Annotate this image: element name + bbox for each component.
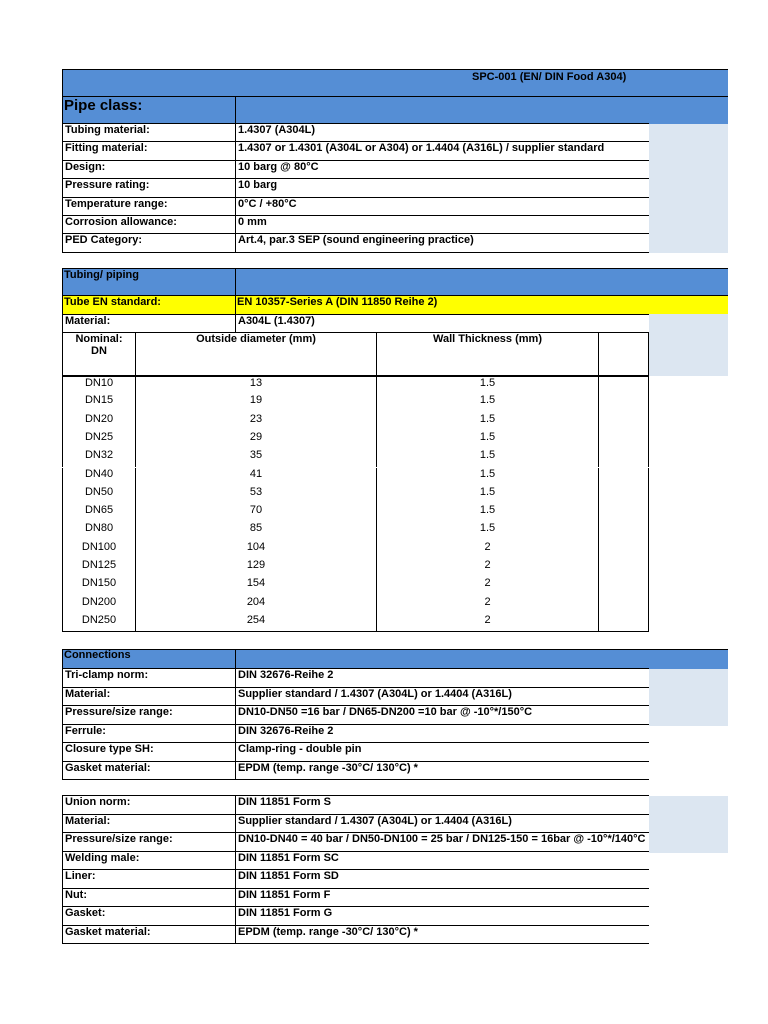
table-row: [62, 394, 649, 412]
wall-cell: 1.5: [377, 486, 599, 504]
pipe-class-title-left-border: [62, 69, 63, 124]
pipe-class-title-divider: [235, 96, 236, 124]
union-value: DIN 11851 Form SC: [238, 851, 339, 864]
wall-cell: 1.5: [377, 449, 599, 467]
od-cell: 129: [136, 559, 377, 577]
od-cell: 41: [136, 468, 377, 486]
union-value: DIN 11851 Form F: [238, 888, 331, 901]
pipe-class-title-row: [62, 96, 728, 124]
union-row: [62, 889, 649, 908]
wall-cell: 1.5: [377, 377, 599, 394]
connection-row: [62, 688, 649, 707]
pipe-class-bg-strip: [649, 124, 728, 253]
pipe-class-value: 0 mm: [238, 216, 267, 228]
dn-cell: DN65: [63, 504, 136, 522]
pipe-class-row: [62, 198, 649, 216]
connection-label: Closure type SH:: [63, 743, 236, 761]
table-row: [62, 486, 649, 504]
union-value: Supplier standard / 1.4307 (A304L) or 1.4404 (A316L): [238, 814, 512, 827]
pipe-class-value: 0°C / +80°C: [238, 197, 297, 210]
connection-label: Gasket material:: [63, 762, 236, 780]
union-row: [62, 926, 649, 945]
table-row: [62, 522, 649, 540]
tubing-header-bar: [62, 268, 728, 295]
dn-cell: DN150: [63, 577, 136, 595]
pipe-class-row: [62, 124, 649, 142]
wall-cell: 2: [377, 577, 599, 595]
pipe-class-value: 10 barg @ 80°C: [238, 160, 319, 173]
connection-value: DIN 32676-Reihe 2: [238, 669, 334, 681]
union-label: Gasket material:: [63, 926, 236, 944]
connections-header-bar: [62, 649, 728, 669]
wall-cell: 2: [377, 541, 599, 559]
union-value: EPDM (temp. range -30°C/ 130°C) *: [238, 925, 418, 938]
page-title: Pipe class:: [64, 97, 143, 114]
table-row: [62, 413, 649, 431]
connection-label: Material:: [63, 688, 236, 706]
dn-cell: DN80: [63, 522, 136, 540]
wall-cell: 2: [377, 614, 599, 631]
pipe-class-row: [62, 142, 649, 160]
wall-cell: 1.5: [377, 431, 599, 449]
tube-dimension-header: [62, 332, 649, 376]
divider: [235, 268, 236, 295]
connections-title: Connections: [64, 649, 131, 661]
connection-value: DIN 32676-Reihe 2: [238, 724, 334, 737]
pipe-class-value: Art.4, par.3 SEP (sound engineering practice): [238, 234, 474, 247]
connection-label: Ferrule:: [63, 725, 236, 743]
union-label: Pressure/size range:: [63, 833, 236, 851]
dn-cell: DN25: [63, 431, 136, 449]
od-cell: 23: [136, 413, 377, 431]
union-row: [62, 852, 649, 871]
wall-cell: 1.5: [377, 394, 599, 412]
table-row: [62, 468, 649, 486]
pipe-class-row: [62, 216, 649, 234]
pipe-class-row: [62, 234, 649, 252]
od-cell: 29: [136, 431, 377, 449]
tube-material-label: Material:: [63, 315, 236, 332]
od-cell: 154: [136, 577, 377, 595]
connection-value: DN10-DN50 =16 bar / DN65-DN200 =10 bar @ -10°*/150°C: [238, 706, 533, 718]
connection-value: EPDM (temp. range -30°C/ 130°C) *: [238, 761, 418, 774]
divider: [62, 268, 63, 295]
od-cell: 85: [136, 522, 377, 540]
dn-cell: DN50: [63, 486, 136, 504]
table-row: [62, 614, 649, 632]
union-row: [62, 833, 649, 852]
pipe-class-label: Temperature range:: [63, 198, 236, 215]
union-row: [62, 907, 649, 926]
connection-value: Clamp-ring - double pin: [238, 743, 362, 755]
od-cell: 104: [136, 541, 377, 559]
table-row: [62, 577, 649, 595]
od-cell: 70: [136, 504, 377, 522]
od-cell: 53: [136, 486, 377, 504]
divider: [235, 649, 236, 669]
dn-cell: DN32: [63, 449, 136, 467]
divider: [62, 649, 63, 669]
dn-cell: DN10: [63, 377, 136, 394]
dn-cell: DN40: [63, 468, 136, 486]
union-label: Union norm:: [63, 796, 236, 814]
connections-bg-strip: [649, 669, 728, 726]
tube-standard-value: EN 10357-Series A (DIN 11850 Reihe 2): [237, 296, 438, 308]
union-value: DIN 11851 Form G: [238, 907, 333, 919]
connection-row: [62, 706, 649, 725]
pipe-class-label: Tubing material:: [63, 124, 236, 141]
pipe-class-label: Pressure rating:: [63, 179, 236, 196]
table-row: [62, 504, 649, 522]
connection-row: [62, 762, 649, 781]
wall-cell: 2: [377, 596, 599, 614]
union-value: DN10-DN40 = 40 bar / DN50-DN100 = 25 bar / DN125-150 = 16bar @ -10°*/140°C: [238, 833, 646, 845]
union-bg-strip: [649, 796, 728, 853]
wall-cell: 1.5: [377, 522, 599, 540]
union-label: Nut:: [63, 889, 236, 907]
wall-cell: 2: [377, 559, 599, 577]
connection-row: [62, 669, 649, 688]
tube-material-row: [62, 314, 649, 333]
pipe-class-value: 1.4307 (A304L): [238, 124, 316, 136]
spec-code: SPC-001 (EN/ DIN Food A304): [472, 71, 627, 83]
dn-cell: DN125: [63, 559, 136, 577]
tubing-title: Tubing/ piping: [64, 269, 139, 281]
od-cell: 13: [136, 377, 377, 394]
wall-cell: 1.5: [377, 504, 599, 522]
od-cell: 19: [136, 394, 377, 412]
divider: [62, 295, 63, 314]
table-row: [62, 596, 649, 614]
wall-cell: 1.5: [377, 468, 599, 486]
od-header: Outside diameter (mm): [196, 333, 316, 345]
dn-cell: DN20: [63, 413, 136, 431]
tubing-bg-strip: [649, 314, 728, 376]
union-value: DIN 11851 Form SD: [238, 870, 339, 882]
tube-standard-label: Tube EN standard:: [64, 296, 161, 308]
connection-value: Supplier standard / 1.4307 (A304L) or 1.4404 (A316L): [238, 687, 512, 700]
union-row: [62, 815, 649, 834]
pipe-class-value: 1.4307 or 1.4301 (A304L or A304) or 1.4404 (A316L) / supplier standard: [238, 142, 605, 155]
pipe-class-label: Corrosion allowance:: [63, 216, 236, 233]
connection-row: [62, 743, 649, 762]
pipe-class-value: 10 barg: [238, 179, 278, 192]
tube-material-value: A304L (1.4307): [238, 315, 315, 327]
od-cell: 35: [136, 449, 377, 467]
table-row: [62, 376, 649, 394]
union-label: Liner:: [63, 870, 236, 888]
connection-label: Pressure/size range:: [63, 706, 236, 724]
dn-cell: DN200: [63, 596, 136, 614]
table-row: [62, 559, 649, 577]
table-row: [62, 541, 649, 559]
pipe-class-row: [62, 179, 649, 197]
divider: [235, 295, 236, 314]
dn-cell: DN100: [63, 541, 136, 559]
union-label: Welding male:: [63, 852, 236, 870]
union-value: DIN 11851 Form S: [238, 796, 331, 808]
connection-label: Tri-clamp norm:: [63, 669, 236, 687]
union-label: Material:: [63, 815, 236, 833]
connection-row: [62, 725, 649, 744]
union-row: [62, 796, 649, 815]
nominal-header-line1: Nominal:: [75, 333, 123, 345]
pipe-class-label: Fitting material:: [63, 142, 236, 159]
nominal-header-line2: DN: [91, 345, 107, 357]
od-cell: 204: [136, 596, 377, 614]
wall-cell: 1.5: [377, 413, 599, 431]
wall-header: Wall Thickness (mm): [432, 333, 542, 345]
dn-cell: DN250: [63, 614, 136, 631]
od-cell: 254: [136, 614, 377, 631]
pipe-class-label: Design:: [63, 161, 236, 178]
table-row: [62, 449, 649, 467]
pipe-class-label: PED Category:: [63, 234, 236, 251]
table-row: [62, 431, 649, 449]
union-label: Gasket:: [63, 907, 236, 925]
dn-cell: DN15: [63, 394, 136, 412]
union-row: [62, 870, 649, 889]
pipe-class-row: [62, 161, 649, 179]
